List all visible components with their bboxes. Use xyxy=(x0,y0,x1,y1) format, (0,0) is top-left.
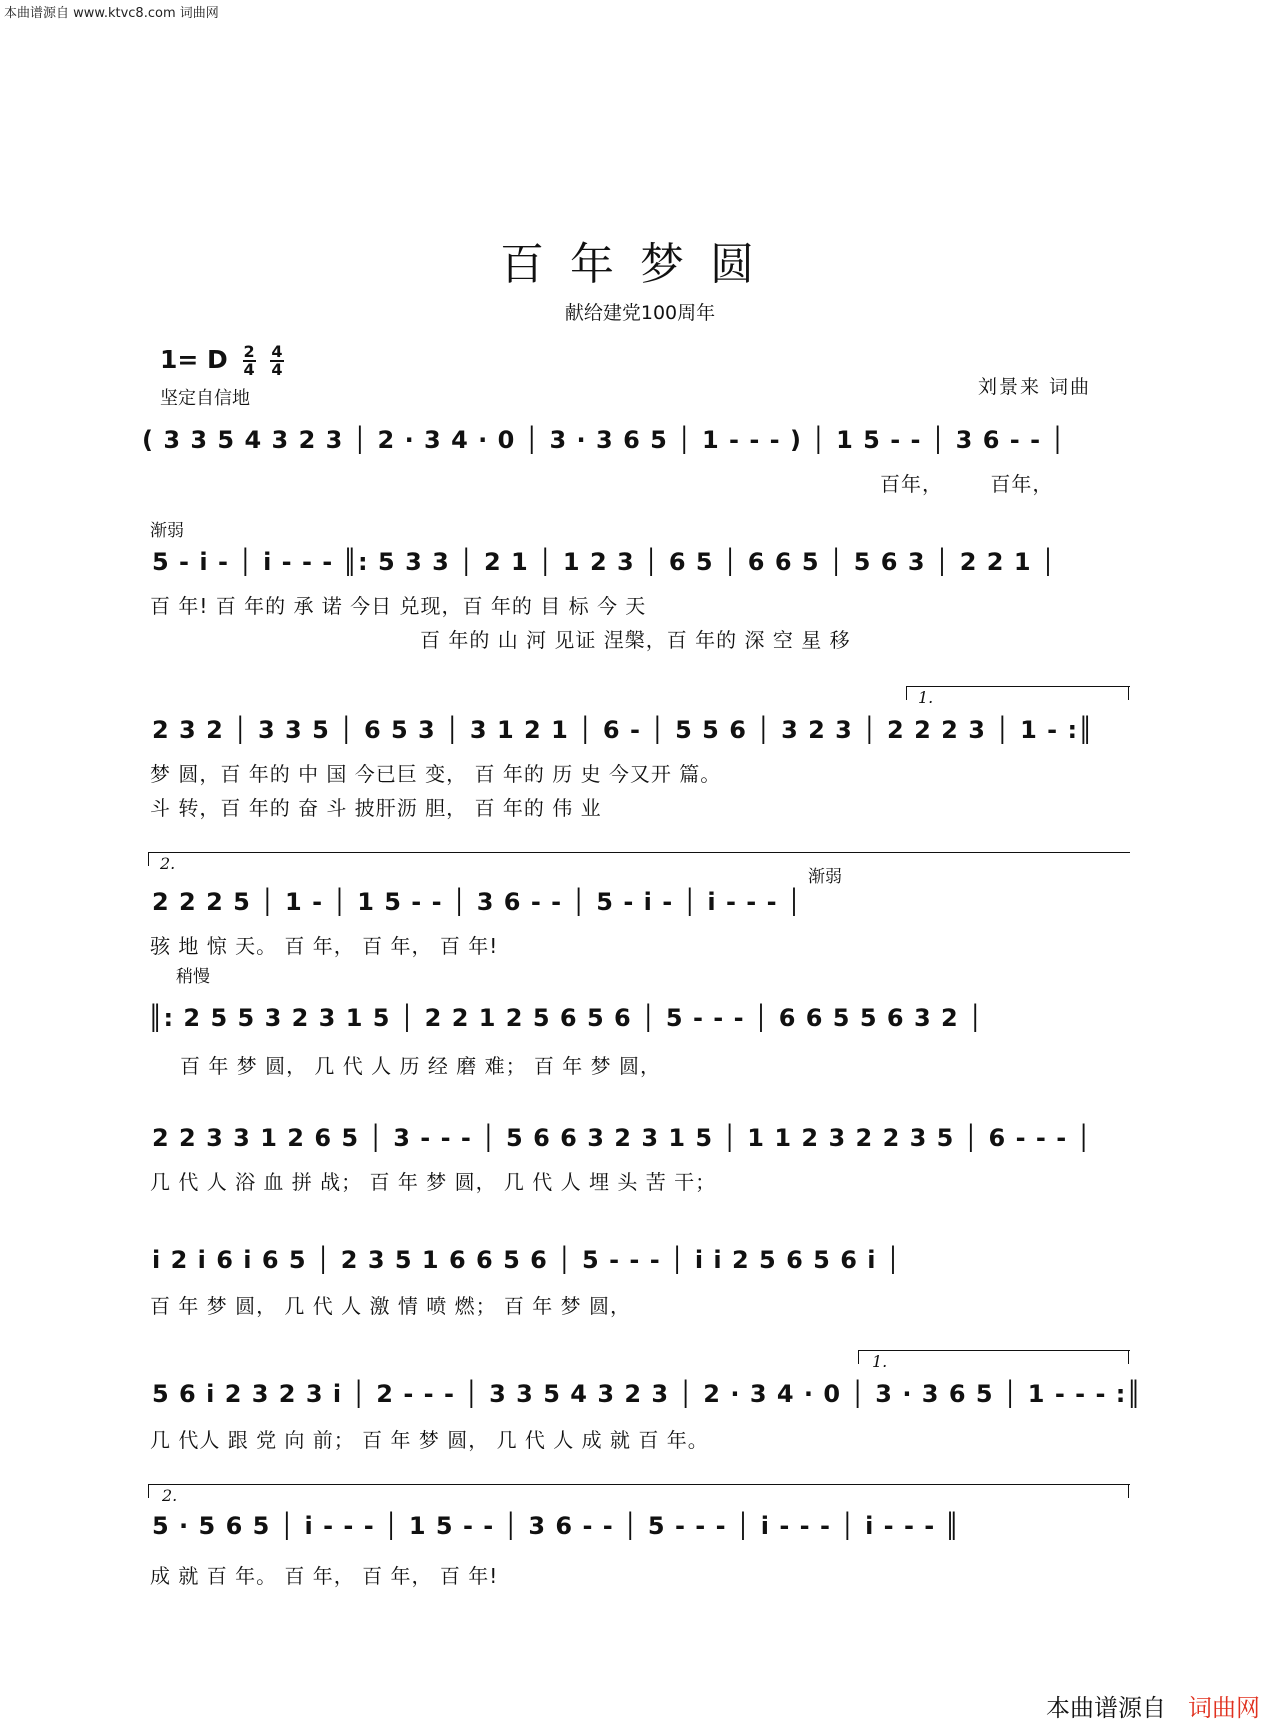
time-signature-4-4 xyxy=(270,344,283,378)
score-row-2-lyrics-verse-2: 百 年的 山 河 见证 涅槃，百 年的 深 空 星 移 xyxy=(420,628,851,652)
time-numerator: 4 xyxy=(271,342,283,361)
time-denominator: 4 xyxy=(243,360,255,379)
volta-bracket-2 xyxy=(148,852,1130,853)
score-row-4-marking: 渐弱 xyxy=(808,867,842,887)
volta-number: 1. xyxy=(872,1352,888,1371)
time-numerator: 2 xyxy=(243,342,255,361)
tempo-marking: 坚定自信地 xyxy=(160,388,250,409)
score-row-6-lyrics: 几 代 人 浴 血 拼 战； 百 年 梦 圆， 几 代 人 埋 头 苦 干； xyxy=(150,1170,717,1194)
footer-source-text: 本曲谱源自 xyxy=(1046,1694,1166,1722)
volta-number: 2. xyxy=(162,1486,178,1505)
volta-bracket-tick xyxy=(1128,1484,1129,1498)
song-title: 百年梦圆 xyxy=(500,239,780,290)
key-label: 1= D xyxy=(160,345,228,374)
volta-bracket-tick xyxy=(906,686,907,700)
volta-number: 2. xyxy=(160,854,176,873)
score-row-4-lyrics: 骇 地 惊 天。 百 年， 百 年， 百 年! xyxy=(150,934,499,958)
song-subtitle: 献给建党100周年 xyxy=(564,302,716,324)
composer-credit: 刘景来 词曲 xyxy=(978,376,1092,398)
key-signature xyxy=(160,344,284,378)
time-signature-2-4 xyxy=(243,344,256,378)
volta-bracket-1 xyxy=(906,686,1130,687)
score-row-5-marking: 稍慢 xyxy=(176,967,210,987)
score-row-7-lyrics: 百 年 梦 圆， 几 代 人 激 情 喷 燃； 百 年 梦 圆， xyxy=(150,1294,632,1318)
score-row-6-notes: 2 2 3 3 1 2 6 5 │ 3 - - - │ 5 6 6 3 2 3 1 5 │ 1 1 2 3 2 2 3 5 │ 6 - - - │ xyxy=(152,1124,1092,1152)
score-row-9-lyrics: 成 就 百 年。 百 年， 百 年， 百 年! xyxy=(150,1564,499,1588)
volta-number: 1. xyxy=(918,688,934,707)
score-row-7-notes: i 2 i 6 i 6 5 │ 2 3 5 1 6 6 5 6 │ 5 - - - │ i i 2 5 6 5 6 i │ xyxy=(152,1246,902,1274)
volta-bracket-tick xyxy=(148,852,149,866)
volta-bracket-1 xyxy=(858,1350,1130,1351)
volta-bracket-tick xyxy=(858,1350,859,1364)
volta-bracket-tick xyxy=(148,1484,149,1498)
score-row-8-notes: 5 6 i 2 3 2 3 i │ 2 - - - │ 3 3 5 4 3 2 3 │ 2 · 3 4 · 0 │ 3 · 3 6 5 │ 1 - - - :║ xyxy=(152,1380,1142,1408)
volta-bracket-tick xyxy=(1128,686,1129,700)
score-row-2-lyrics-verse-1: 百 年! 百 年的 承 诺 今日 兑现，百 年的 目 标 今 天 xyxy=(150,594,647,618)
top-watermark: 本曲谱源自 www.ktvc8.com 词曲网 xyxy=(4,6,219,21)
volta-bracket-2 xyxy=(148,1484,1130,1485)
score-row-9-notes: 5 · 5 6 5 │ i - - - │ 1 5 - - │ 3 6 - - │ 5 - - - │ i - - - │ i - - - ║ xyxy=(152,1512,961,1540)
score-row-3-notes: 2 3 2 │ 3 3 5 │ 6 5 3 │ 3 1 2 1 │ 6 - │ 5 5 6 │ 3 2 3 │ 2 2 2 3 │ 1 - :║ xyxy=(152,716,1094,744)
score-row-2-marking: 渐弱 xyxy=(150,521,184,541)
score-row-1-lyrics: 百年， 百年， xyxy=(880,472,1054,496)
score-row-1-notes: ( 3 3 5 4 3 2 3 │ 2 · 3 4 · 0 │ 3 · 3 6 5 │ 1 - - - ) │ 1 5 - - │ 3 6 - - │ xyxy=(142,426,1066,454)
score-row-3-lyrics-verse-1: 梦 圆，百 年的 中 国 今已巨 变， 百 年的 历 史 今又开 篇。 xyxy=(150,762,722,786)
score-row-8-lyrics: 几 代人 跟 党 向 前； 百 年 梦 圆， 几 代 人 成 就 百 年。 xyxy=(150,1428,709,1452)
footer-site-link[interactable]: 词曲网 xyxy=(1188,1694,1260,1722)
volta-bracket-tick xyxy=(1128,1350,1129,1364)
score-row-2-notes: 5 - i - │ i - - - ║: 5 3 3 │ 2 1 │ 1 2 3 │ 6 5 │ 6 6 5 │ 5 6 3 │ 2 2 1 │ xyxy=(152,548,1057,576)
score-row-5-lyrics: 百 年 梦 圆， 几 代 人 历 经 磨 难； 百 年 梦 圆， xyxy=(180,1054,662,1078)
score-row-3-lyrics-verse-2: 斗 转，百 年的 奋 斗 披肝沥 胆， 百 年的 伟 业 xyxy=(150,796,602,820)
score-row-4-notes: 2 2 2 5 │ 1 - │ 1 5 - - │ 3 6 - - │ 5 - i - │ i - - - │ xyxy=(152,888,803,916)
score-row-5-notes: ║: 2 5 5 3 2 3 1 5 │ 2 2 1 2 5 6 5 6 │ 5 - - - │ 6 6 5 5 6 3 2 │ xyxy=(148,1004,984,1032)
time-denominator: 4 xyxy=(271,360,283,379)
